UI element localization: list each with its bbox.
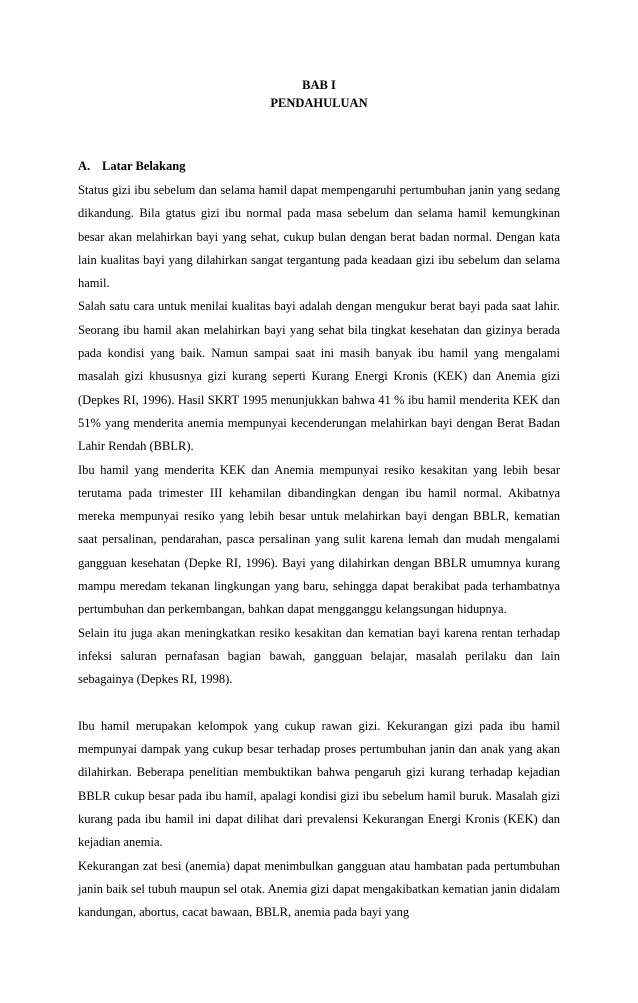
section-letter: A.: [78, 159, 91, 173]
paragraph: Selain itu juga akan meningkatkan resiko kesakitan dan kematian bayi karena rentan terhadap infeksi saluran pernafasan bagian bawah, gangguan belajar, masalah perilaku dan lain sebagainya (Depkes RI, 1998).: [78, 625, 560, 687]
paragraph: Kekurangan zat besi (anemia) dapat menimbulkan gangguan atau hambatan pada pertumbuhan janin baik sel tubuh maupun sel otak. Anemia gizi dapat mengakibatkan kematian janin didalam kandungan, abortus, cacat bawaan, BBLR, anemia pada bayi yang: [78, 858, 560, 920]
chapter-number: BAB I: [302, 78, 336, 92]
paragraph: Ibu hamil yang menderita KEK dan Anemia mempunyai resiko kesakitan yang lebih besar terutama pada trimester III kehamilan dibandingkan dengan ibu hamil normal. Akibatnya mereka mempunyai resiko yang lebih besar untuk melahirkan bayi dengan BBLR, kematian saat persalinan, pendarahan, pasca persalinan yang sulit karena lemah dan mudah mengalami gangguan kesehatan (Depke RI, 1996). Bayi yang dilahirkan dengan BBLR umumnya kurang mampu meredam tekanan lingkungan yang baru, sehingga dapat berakibat pada terhambatnya pertumbuhan dan perkembangan, bahkan dapat mengganggu kelangsungan hidupnya.: [78, 462, 560, 617]
paragraph: Salah satu cara untuk menilai kualitas bayi adalah dengan mengukur berat bayi pada saat lahir. Seorang ibu hamil akan melahirkan bayi yang sehat bila tingkat kesehatan dan gizinya berada pada kondisi yang baik. Namun sampai saat ini masih banyak ibu hamil yang mengalami masalah gizi khususnya gizi kurang seperti Kurang Energi Kronis (KEK) dan Anemia gizi (Depkes RI, 1996). Hasil SKRT 1995 menunjukkan bahwa 41 % ibu hamil menderita KEK dan 51% yang menderita anemia mempunyai kecenderungan melahirkan bayi dengan Berat Badan Lahir Rendah (BBLR).: [78, 299, 560, 454]
section-heading: [78, 158, 185, 174]
paragraph: Ibu hamil merupakan kelompok yang cukup rawan gizi. Kekurangan gizi pada ibu hamil mempunyai dampak yang cukup besar terhadap proses pertumbuhan janin dan anak yang akan dilahirkan. Beberapa penelitian membuktikan bahwa pengaruh gizi kurang terhadap kejadian BBLR cukup besar pada ibu hamil, apalagi kondisi gizi ibu sebelum hamil buruk. Masalah gizi kurang pada ibu hamil ini dapat dilihat dari prevalensi Kekurangan Energi Kronis (KEK) dan kejadian anemia.: [78, 718, 560, 850]
section-title: Latar Belakang: [102, 159, 186, 173]
body-text: [78, 179, 560, 925]
chapter-title: PENDAHULUAN: [270, 96, 368, 110]
paragraph: Status gizi ibu sebelum dan selama hamil dapat mempengaruhi pertumbuhan janin yang sedang dikandung. Bila gtatus gizi ibu normal pada masa sebelum dan selama hamil kemungkinan besar akan melahirkan bayi yang sehat, cukup bulan dengan berat badan normal. Dengan kata lain kualitas bayi yang dilahirkan sangat tergantung pada keadaan gizi ibu sebelum dan selama hamil.: [78, 183, 560, 291]
paragraph-spacer: [78, 692, 560, 715]
